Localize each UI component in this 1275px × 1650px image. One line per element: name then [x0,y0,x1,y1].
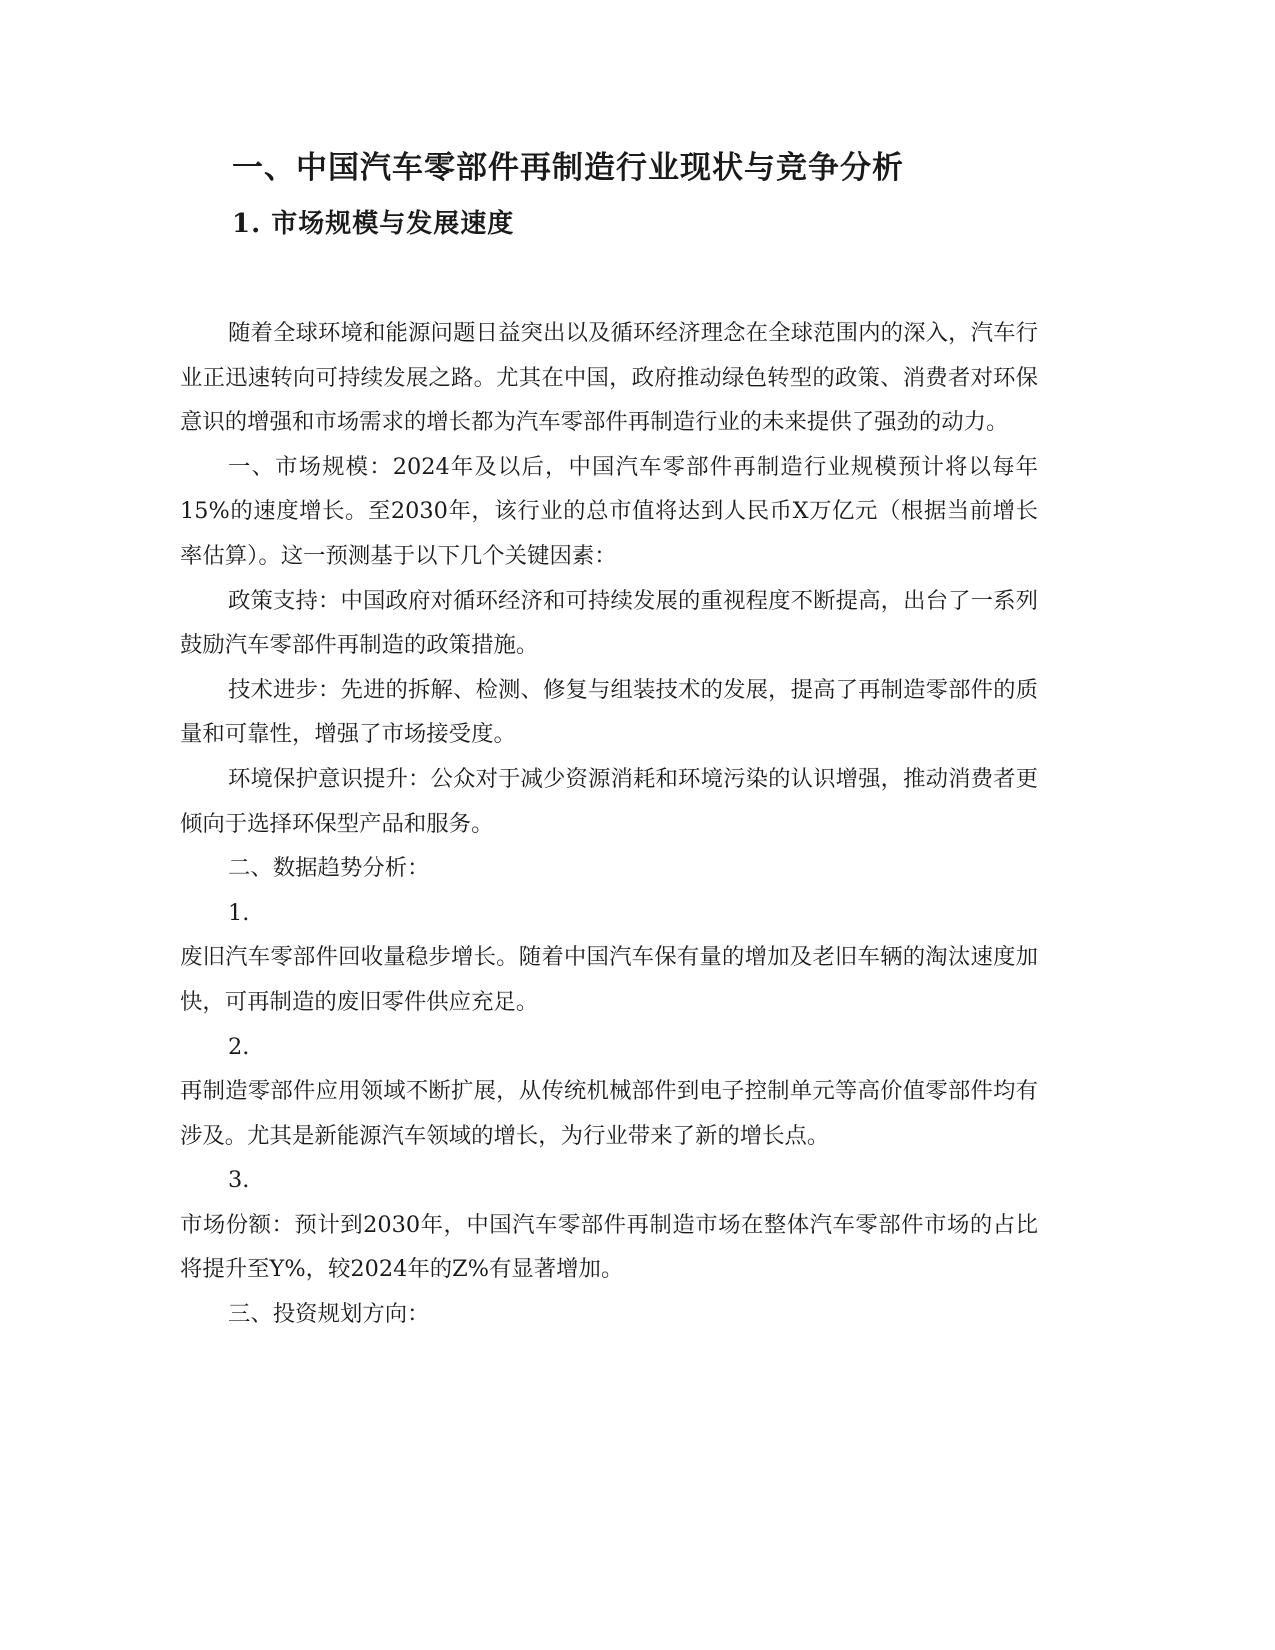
investment-heading: 三、投资规划方向： [228,1301,430,1328]
list-number-3: 3. [228,1167,250,1194]
list-number-2: 2. [228,1033,250,1060]
subsection-title: 1. 市场规模与发展速度 [232,209,515,239]
data-trend-heading: 二、数据趋势分析： [228,855,430,882]
trend-item-2: 再制造零部件应用领域不断扩展，从传统机械部件到电子控制单元等高价值零部件均有涉及。尤其是新能源汽车领域的增长，为行业带来了新的增长点。 [180,1078,1038,1149]
market-size-paragraph: 一、市场规模：2024年及以后，中国汽车零部件再制造行业规模预计将以每年15%的速度增长。至2030年，该行业的总市值将达到人民币X万亿元（根据当前增长率估算）。这一预测基于以下几个关键因素： [180,453,1038,569]
trend-item-1: 废旧汽车零部件回收量稳步增长。随着中国汽车保有量的增加及老旧车辆的淘汰速度加快，可再制造的废旧零件供应充足。 [180,944,1038,1015]
intro-paragraph: 随着全球环境和能源问题日益突出以及循环经济理念在全球范围内的深入，汽车行业正迅速转向可持续发展之路。尤其在中国，政府推动绿色转型的政策、消费者对环保意识的增强和市场需求的增长都为汽车零部件再制造行业的未来提供了强劲的动力。 [180,320,1038,436]
trend-item-3: 市场份额：预计到2030年，中国汽车零部件再制造市场在整体汽车零部件市场的占比将提升至Y%，较2024年的Z%有显著增加。 [180,1211,1038,1283]
env-awareness-paragraph: 环境保护意识提升：公众对于减少资源消耗和环境污染的认识增强，推动消费者更倾向于选择环保型产品和服务。 [180,765,1038,837]
policy-support-paragraph: 政策支持：中国政府对循环经济和可持续发展的重视程度不断提高，出台了一系列鼓励汽车零部件再制造的政策措施。 [180,587,1038,659]
section-title: 一、中国汽车零部件再制造行业现状与竞争分析 [232,150,904,186]
document-body [180,311,1038,1337]
list-number-1: 1. [228,899,250,926]
tech-progress-paragraph: 技术进步：先进的拆解、检测、修复与组装技术的发展，提高了再制造零部件的质量和可靠性，增强了市场接受度。 [180,676,1038,748]
